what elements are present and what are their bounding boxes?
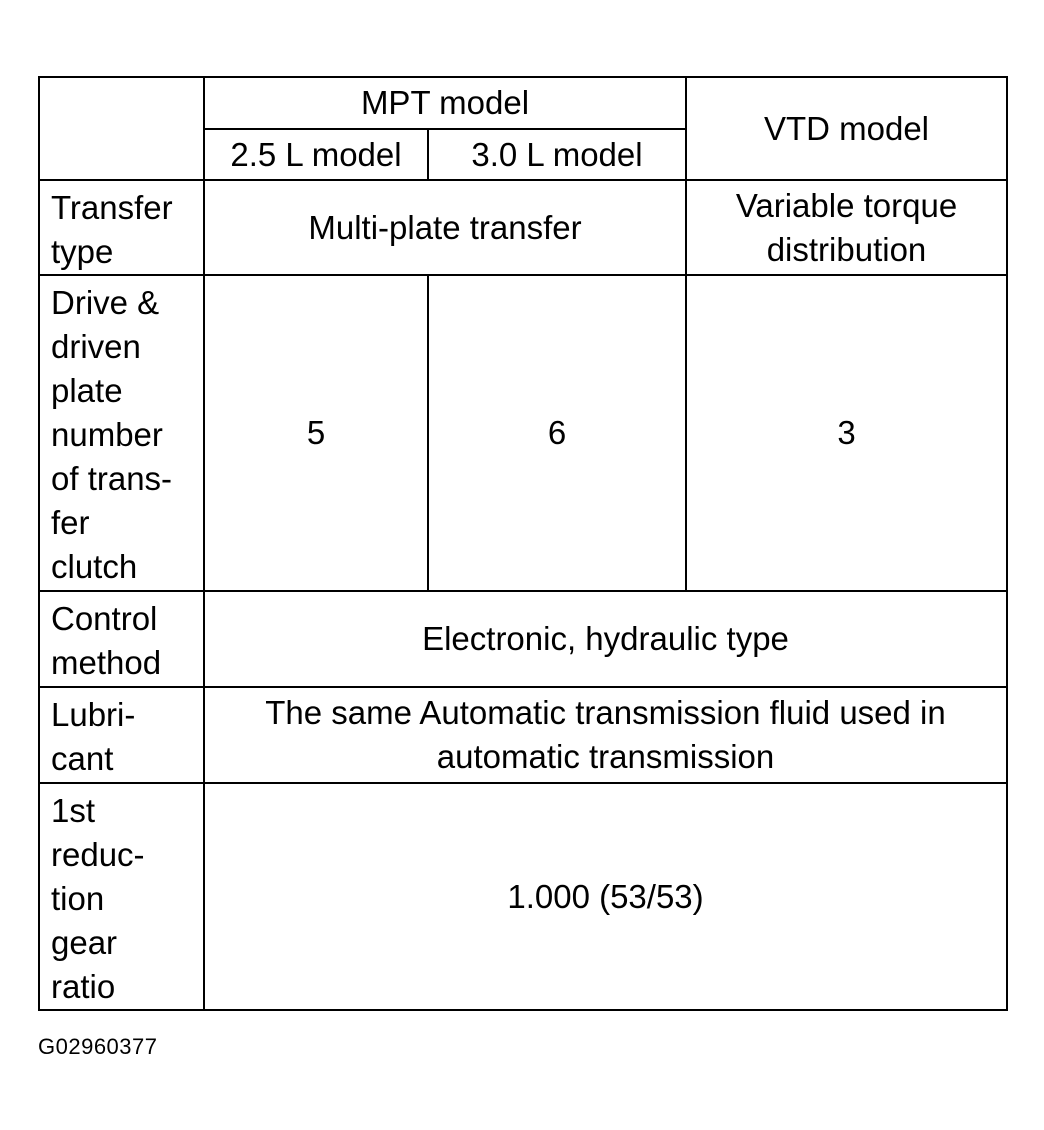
reduction-ratio-value: 1.000 (53/53) (204, 783, 1007, 1010)
label-line: Lubri- (51, 696, 136, 733)
label-line: of trans- (51, 460, 173, 497)
lubricant-value (204, 687, 1007, 783)
row-control-method (39, 591, 1007, 687)
vtd-plate-value: 3 (686, 275, 1007, 591)
lubricant-label (39, 687, 204, 783)
label-line: cant (51, 740, 114, 777)
row-lubricant (39, 687, 1007, 783)
label-line: driven (51, 328, 141, 365)
mpt-25-header: 2.5 L model (204, 129, 428, 180)
label-line: tion (51, 880, 105, 917)
vtd-model-header: VTD model (686, 77, 1007, 180)
row-transfer-type (39, 180, 1007, 275)
label-line: Transfer (51, 189, 173, 226)
label-line: gear (51, 924, 118, 961)
label-line: reduc- (51, 836, 145, 873)
plate-number-label (39, 275, 204, 591)
row-plate-number (39, 275, 1007, 591)
control-method-value: Electronic, hydraulic type (204, 591, 1007, 687)
row-reduction-ratio (39, 783, 1007, 1010)
value-line: Variable torque (735, 186, 958, 224)
reduction-ratio-label (39, 783, 204, 1010)
label-line: Drive & (51, 284, 160, 321)
mpt-25-plate-value: 5 (204, 275, 428, 591)
label-line: number (51, 416, 163, 453)
label-line: Control (51, 600, 158, 637)
label-line: method (51, 644, 162, 681)
mpt-30-header: 3.0 L model (428, 129, 686, 180)
label-line: type (51, 233, 114, 270)
label-line: plate (51, 372, 123, 409)
header-blank-cell (39, 77, 204, 180)
label-line: clutch (51, 548, 138, 585)
label-line: 1st (51, 792, 96, 829)
label-line: ratio (51, 968, 116, 1005)
figure-id: G02960377 (38, 1034, 158, 1059)
mpt-transfer-type-value: Multi-plate transfer (204, 180, 686, 275)
header-row-1 (39, 77, 1007, 129)
value-line: distribution (766, 230, 927, 268)
value-line: The same Automatic transmission fluid used in (265, 694, 946, 731)
mpt-30-plate-value: 6 (428, 275, 686, 591)
vtd-transfer-type-value (686, 180, 1007, 275)
control-method-label (39, 591, 204, 687)
transfer-spec-table (38, 76, 1008, 1011)
label-line: fer (51, 504, 90, 541)
transfer-type-label (39, 180, 204, 275)
value-line: automatic transmission (436, 738, 775, 775)
mpt-model-header: MPT model (204, 77, 686, 129)
